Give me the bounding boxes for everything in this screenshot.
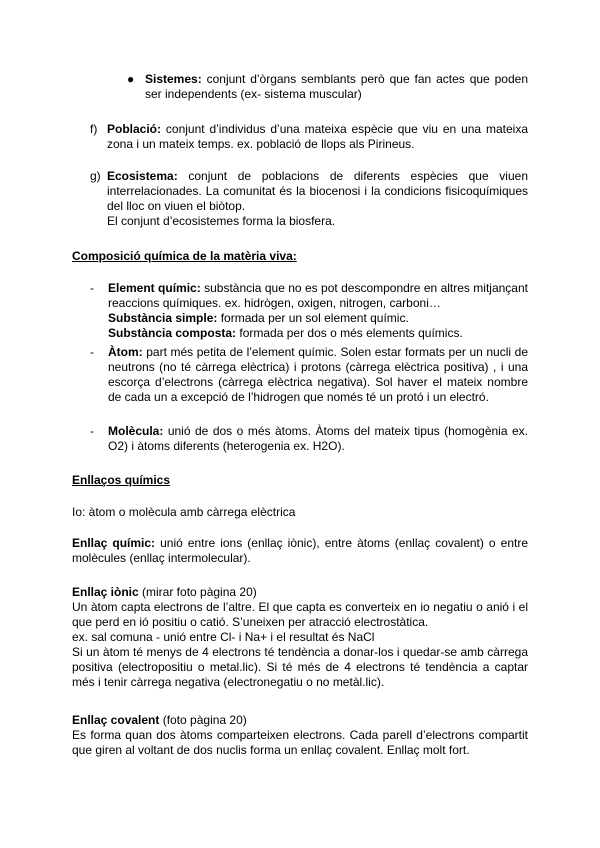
atom-term: Àtom: [108, 345, 143, 359]
enllac-quimic-definition [72, 536, 528, 566]
poblacio-term: Població: [107, 122, 162, 136]
molecula-term: Molècula: [108, 424, 164, 438]
atom-text: part més petita de l’element químic. Solen estar formats per un nucli de neutrons (no té càrrega elèctrica) i protons (càrrega elèctrica positiva) , i una escorça d’electrons (càrrega elèctrica negativa). Sol haver el mateix nombre de cada un a excepció de l’hidrogen que només té un protó i un electró. [108, 345, 528, 404]
dash-bullet: - [90, 345, 94, 359]
covalent-term: Enllaç covalent [72, 713, 160, 727]
sistemes-text: conjunt d’òrgans semblants però que fan actes que poden ser independents (ex- sistema muscular) [145, 72, 528, 101]
composta-text: formada per dos o més elements químics. [236, 326, 463, 340]
ionic-note: (mirar foto pàgina 20) [138, 585, 257, 599]
enllac-quimic-text: unió entre ions (enllaç iònic), entre àtoms (enllaç covalent) o entre molècules (enllaç intermolecular). [72, 536, 528, 565]
sistemes-item [127, 72, 528, 102]
dash-bullet: - [90, 281, 94, 295]
ionic-p2: ex. sal comuna - unió entre Cl- i Na+ i el resultat és NaCl [72, 630, 375, 644]
simple-text: formada per un sol element químic. [217, 311, 409, 325]
ionic-p3: Si un àtom té menys de 4 electrons té tendència a donar-los i quedar-se amb càrrega positiva (electropositiu o metal.lic). Si té més de 4 electrons té tendència a captar més i tenir càrrega negativa (electronegatiu o no metàl.lic). [72, 645, 528, 689]
io-definition [72, 505, 528, 520]
ionic-term: Enllaç iònic [72, 585, 139, 599]
composicio-heading-text: Composició química de la matèria viva: [72, 249, 297, 263]
ecosistema-term: Ecosistema: [107, 169, 178, 183]
element-quimic-item [90, 281, 528, 341]
enllac-quimic-term: Enllaç químic: [72, 536, 156, 550]
ecosistema-marker: g) [90, 169, 101, 183]
poblacio-item [90, 122, 528, 152]
poblacio-marker: f) [90, 122, 98, 136]
enllacos-heading-text: Enllaços químics [72, 473, 171, 487]
atom-item [90, 345, 528, 405]
enllac-ionic-section [72, 585, 528, 690]
io-text: Io: àtom o molècula amb càrrega elèctrica [72, 505, 296, 519]
ecosistema-text: conjunt de poblacions de diferents espècies que viuen interrelacionades. La comunitat és la biocenosi i la condicions fisicoquímiques del lloc on viuen el biòtop. [107, 169, 528, 213]
composicio-heading [72, 249, 528, 264]
poblacio-text: conjunt d’individus d’una mateixa espècie que viu en una mateixa zona i un mateix temps. ex. població de llops als Pirineus. [107, 122, 528, 151]
element-term: Element químic: [108, 281, 201, 295]
simple-term: Substància simple: [108, 311, 218, 325]
molecula-item [90, 424, 528, 454]
ionic-p1: Un àtom capta electrons de l’altre. El que capta es converteix en io negatiu o anió i el que perd en ió positiu o catió. S’uneixen per atracció electrostàtica. [72, 600, 528, 629]
dash-bullet: - [90, 424, 94, 438]
ecosistema-item [90, 169, 528, 229]
element-text: substància que no es pot descompondre en altres mitjançant reaccions químiques. ex. hidrògen, oxigen, nitrogen, carboni… [108, 281, 528, 310]
ecosistema-extra: El conjunt d’ecosistemes forma la biosfera. [107, 214, 336, 228]
enllacos-heading [72, 473, 528, 488]
bullet-dot-icon: ● [127, 72, 135, 86]
covalent-p1: Es forma quan dos àtoms comparteixen electrons. Cada parell d’electrons compartit que giren al voltant de dos nuclis forma un enllaç covalent. Enllaç molt fort. [72, 728, 528, 757]
covalent-note: (foto pàgina 20) [159, 713, 247, 727]
molecula-text: unió de dos o més àtoms. Àtoms del mateix tipus (homogènia ex. O2) i àtoms diferents (heterogenia ex. H2O). [108, 424, 528, 453]
enllac-covalent-section [72, 713, 528, 758]
sistemes-term: Sistemes: [145, 72, 202, 86]
composta-term: Substància composta: [108, 326, 237, 340]
